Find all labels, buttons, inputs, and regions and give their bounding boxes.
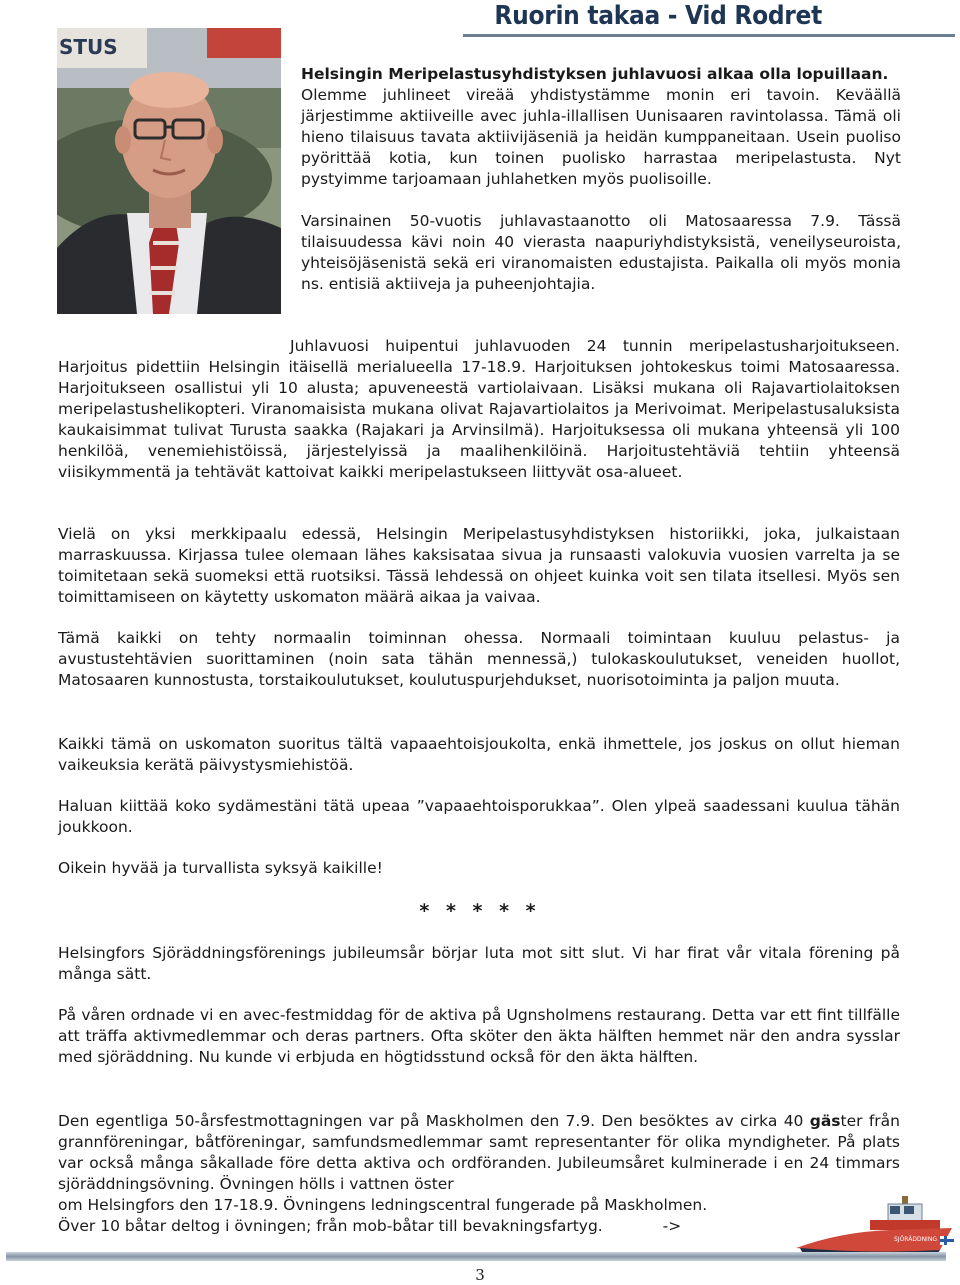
swedish-p3-bold: gäs: [809, 1112, 841, 1130]
finnish-paragraph-8: Oikein hyvää ja turvallista syksyä kaikille!: [58, 859, 383, 877]
finnish-paragraph-6: Kaikki tämä on uskomaton suoritus tältä vapaaehtoisjoukolta, enkä ihmettele, jos joskus on ollut hieman vaikeuksia kerätä päivystysmiehistöä.: [58, 735, 900, 774]
lead-sentence: Helsingin Meripelastusyhdistyksen juhlavuosi alkaa olla lopuillaan.: [301, 65, 889, 83]
section-separator: * * * * *: [419, 900, 541, 922]
intro-section: [301, 64, 901, 295]
photo-sign-text: STUS: [59, 35, 118, 59]
author-photo: [57, 28, 281, 314]
swedish-paragraph-1: Helsingfors Sjöräddningsförenings jubileumsår börjar luta mot sitt slut. Vi har firat vår vitala förening på många sätt.: [58, 944, 900, 983]
footer-rule: [6, 1252, 946, 1261]
swedish-p3-line2: om Helsingfors den 17-18.9. Övningens ledningscentral fungerade på Maskholmen.: [58, 1196, 708, 1214]
finnish-paragraph-3: Juhlavuosi huipentui juhlavuoden 24 tunnin meripelastusharjoitukseen. Harjoitus pidettiin Helsingin itäisellä merialueella 17-18.9. Harjoituksen johtokeskus toimi Matosaaressa. Harjoitukseen osallistui yli 10 alusta; apuveneestä vartiolaivaan. Lisäksi mukana oli Rajavartiolaitoksen meripelastushelikopteri. Viranomaisista mukana olivat Rajavartiolaitos ja Merivoimat. Meripelastusaluksista kaukaisimmat tulivat Turusta saakka (Rajakari ja Arvinsilmä). Harjoituksessa oli mukana yhteensä yli 100 henkilöä, venemiehistöissä, järjestelyissä ja maalihenkilöinä. Harjoitustehtäviä tehtiin yhteensä viisikymmentä ja tehtävät kattoivat kaikki meripelastukseen liittyvät osa-alueet.: [58, 337, 900, 481]
swedish-p3-start: Den egentliga 50-årsfestmottagningen var på Maskholmen den 7.9. Den besöktes av cirka 40: [58, 1112, 810, 1130]
finnish-paragraph-7: Haluan kiittää koko sydämestäni tätä upeaa ”vapaaehtoisporukkaa”. Olen ylpeä saadessani kuulua tähän joukkoon.: [58, 797, 900, 836]
swedish-p3-rest: ter från grannföreningar, båtföreningar, samfundsmedlemmar samt representanter för olika myndigheter. På plats var också många såkallade före detta aktiva och ordföranden. Jubileumsåret kulminerade i en 24 timmars sjöräddningsövning. Övningen hölls i vattnen öster: [58, 1112, 900, 1193]
author-photo-illustration: [57, 28, 281, 314]
header-rule: [463, 34, 955, 37]
continue-arrow: ->: [662, 1217, 682, 1235]
intro-paragraph-1: Olemme juhlineet vireää yhdistystämme monin eri tavoin. Keväällä järjestimme aktiiveille avec juhla-illallisen Uunisaaren ravintolassa. Tämä oli hieno tilaisuus tavata aktiivijäseniä ja heidän kumppaneitaan. Usein puoliso pyörittää kotia, kun toinen puolisko harrastaa meripelastusta. Nyt pystyimme tarjoamaan juhlahetken myös puolisoille.: [301, 86, 901, 188]
page-number: 3: [475, 1266, 485, 1284]
swedish-paragraph-3: [58, 1111, 900, 1237]
finnish-paragraph-5: Tämä kaikki on tehty normaalin toiminnan ohessa. Normaali toimintaan kuuluu pelastus- ja avustustehtävien suorittaminen (noin sata tähän mennessä,) tulokaskoulutukset, veneiden huollot, Matosaaren kunnostusta, torstaikoulutukset, koulutuspurjehdukset, nuorisotoiminta ja paljon muuta.: [58, 629, 900, 689]
finnish-paragraph-4: Vielä on yksi merkkipaalu edessä, Helsingin Meripelastusyhdistyksen historiikki, joka, julkaistaan marraskuussa. Kirjassa tulee olemaan lähes kaksisataa sivua ja runsaasti valokuvia vuosien varrelta ja se toimitetaan sekä suomeksi että ruotsiksi. Tässä lehdessä on ohjeet kuinka voit sen tilata itsellesi. Myös sen toimittamiseen on käytetty uskomaton määrä aikaa ja vaivaa.: [58, 525, 900, 606]
intro-paragraph-2: Varsinainen 50-vuotis juhlavastaanotto oli Matosaaressa 7.9. Tässä tilaisuudessa kävi noin 40 vierasta naapuriyhdistyksistä, veneilyseuroista, yhteisöjäsenistä sekä eri viranomaisten edustajista. Paikalla oli myös monia ns. entisiä aktiiveja ja puheenjohtajia.: [301, 212, 901, 293]
swedish-paragraph-2: På våren ordnade vi en avec-festmiddag för de aktiva på Ugnsholmens restaurang. Detta var ett fint tillfälle att träffa aktivmedlemmar och deras partners. Ofta sköter den äkta hälften hemmet när den andra sysslar med sjöräddning. Nu kunde vi erbjuda en högtidsstund också för den äkta hälften.: [58, 1006, 900, 1066]
swedish-p3-line3: Över 10 båtar deltog i övningen; från mob-båtar till bevakningsfartyg.: [58, 1217, 603, 1235]
boat-hull-text: SJÖRÄDDNING: [894, 1236, 937, 1243]
page-title: Ruorin takaa - Vid Rodret: [494, 1, 822, 31]
